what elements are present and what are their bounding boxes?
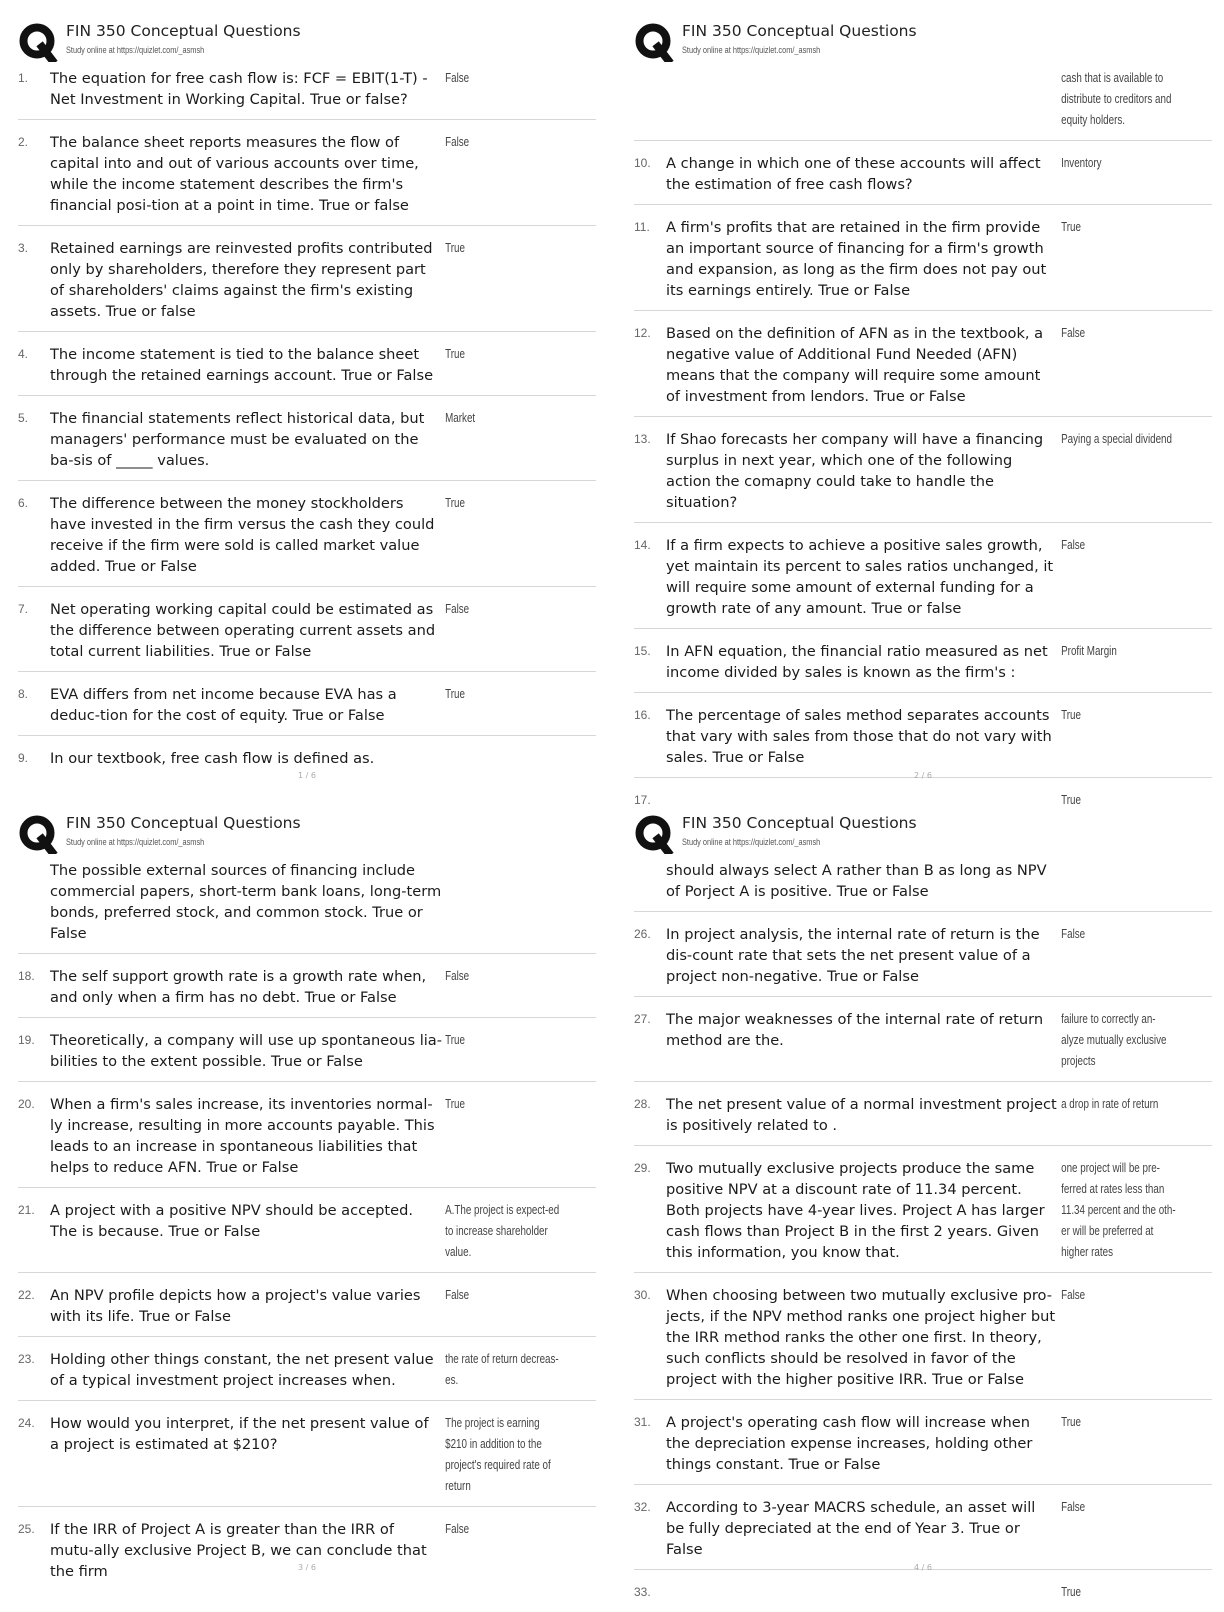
question-text: The major weaknesses of the internal rate of return method are the. xyxy=(666,1011,1044,1049)
question-text: A firm's profits that are retained in the firm provide an important source of financing for a firm's growth and expansion, as long as the firm does not pay out its earnings entirely. True or False xyxy=(666,219,1047,299)
document-page xyxy=(18,18,596,788)
question-row xyxy=(18,487,596,587)
question-text: A project with a positive NPV should be accepted. The is because. True or False xyxy=(50,1202,414,1240)
question-row xyxy=(634,211,1212,311)
question-row xyxy=(18,1024,596,1082)
item-number: 14. xyxy=(634,538,651,552)
question-text: When choosing between two mutually exclusive pro-jects, if the NPV method ranks one project higher but the IRR method ranks the other one first. In theory, such conflicts should be resolved in favor of the project with the higher positive IRR. True or False xyxy=(666,1287,1056,1388)
page-header xyxy=(634,810,1212,854)
answer-text: False xyxy=(1061,1500,1086,1514)
item-number: 2. xyxy=(18,135,29,149)
question-text: Based on the definition of AFN as in the textbook, a negative value of Additional Fund Needed (AFN) means that the company will require some amount of investment from lendors. True or False xyxy=(666,325,1044,405)
question-text: The financial statements reflect historical data, but managers' performance must be evaluated on the ba-sis of _____ values. xyxy=(50,410,425,469)
question-text: EVA differs from net income because EVA has a deduc-tion for the cost of equity. True or False xyxy=(50,686,397,724)
question-row xyxy=(18,593,596,672)
answer-text: False xyxy=(1061,538,1086,552)
question-row xyxy=(634,1491,1212,1570)
document-page xyxy=(18,810,596,1580)
question-row xyxy=(634,918,1212,997)
item-number: 24. xyxy=(18,1416,35,1430)
question-text: The equation for free cash flow is: FCF = EBIT(1-T) - Net Investment in Working Capital. True or false? xyxy=(50,70,428,108)
question-text: Theoretically, a company will use up spontaneous lia-bilities to the extent possible. True or False xyxy=(50,1032,443,1070)
answer-text: False xyxy=(1061,927,1086,941)
answer-text: Market xyxy=(445,411,476,425)
item-number: 20. xyxy=(18,1097,35,1111)
item-number: 12. xyxy=(634,326,651,340)
answer-text: True xyxy=(1061,220,1081,234)
answer-text: False xyxy=(1061,1288,1086,1302)
question-text: In project analysis, the internal rate of return is the dis-count rate that sets the net present value of a project non-negative. True or False xyxy=(666,926,1040,985)
item-number: 29. xyxy=(634,1161,651,1175)
question-row xyxy=(18,678,596,736)
answer-text xyxy=(442,748,562,769)
continued-item xyxy=(634,854,1212,912)
question-row xyxy=(18,960,596,1018)
page-header xyxy=(18,18,596,62)
document-page xyxy=(634,18,1212,807)
question-row xyxy=(18,1407,596,1507)
answer-text: True xyxy=(1061,708,1081,722)
page-subtitle: Study online at https://quizlet.com/_asmsh xyxy=(66,45,205,55)
question-row xyxy=(634,1279,1212,1400)
page-subtitle: Study online at https://quizlet.com/_asmsh xyxy=(682,45,821,55)
answer-text: True xyxy=(445,496,465,510)
item-number: 32. xyxy=(634,1500,651,1514)
item-number: 17. xyxy=(634,793,651,807)
answer-text: True xyxy=(1061,1415,1081,1429)
question-text: The self support growth rate is a growth rate when, and only when a firm has no debt. True or False xyxy=(50,968,427,1006)
quizlet-logo-icon xyxy=(18,22,58,62)
item-number: 19. xyxy=(18,1033,35,1047)
question-text: The percentage of sales method separates accounts that vary with sales from those that do not vary with sales. True or False xyxy=(666,707,1052,766)
question-text: When a firm's sales increase, its inventories normal-ly increase, resulting in more accounts payable. This leads to an increase in spontaneous liabilities that helps to reduce AFN. True or False xyxy=(50,1096,435,1176)
answer-text: True xyxy=(445,687,465,701)
answer-text: True xyxy=(445,347,465,361)
document-page xyxy=(634,810,1212,1599)
answer-text: True xyxy=(1061,1585,1081,1599)
answer-text: True xyxy=(445,1033,465,1047)
item-number: 33. xyxy=(634,1585,651,1599)
question-text: Retained earnings are reinvested profits contributed only by shareholders, therefore they represent part of shareholders' claims against the firm's existing assets. True or false xyxy=(50,240,433,320)
question-row xyxy=(634,1003,1212,1082)
question-text: If Shao forecasts her company will have a financing surplus in next year, which one of the following action the comapny could take to handle the situation? xyxy=(666,431,1044,511)
answer-text: Paying a special dividend xyxy=(1061,432,1172,446)
question-row xyxy=(18,62,596,120)
page-number: 3 / 6 xyxy=(298,1563,316,1572)
question-row xyxy=(634,635,1212,693)
item-number: 26. xyxy=(634,927,651,941)
item-number: 8. xyxy=(18,687,29,701)
answer-text: False xyxy=(445,969,470,983)
question-text: If the IRR of Project A is greater than the IRR of mutu-ally exclusive Project B, we can conclude that the firm xyxy=(50,1521,427,1580)
quizlet-logo-icon xyxy=(634,814,674,854)
answer-text: cash that is available to distribute to creditors and equity holders. xyxy=(1061,71,1172,127)
question-row xyxy=(634,699,1212,778)
question-list xyxy=(18,854,596,1591)
item-number: 27. xyxy=(634,1012,651,1026)
question-text: According to 3-year MACRS schedule, an asset will be fully depreciated at the end of Year 3. True or False xyxy=(666,1499,1036,1558)
item-number: 5. xyxy=(18,411,29,425)
question-list xyxy=(634,854,1212,1612)
question-row xyxy=(634,1576,1212,1612)
answer-text: A.The project is expect-ed to increase shareholder value. xyxy=(445,1203,560,1259)
question-text: The net present value of a normal investment project is positively related to . xyxy=(666,1096,1057,1134)
answer-text: Inventory xyxy=(1061,156,1102,170)
answer-text: a drop in rate of return xyxy=(1061,1097,1159,1111)
question-row xyxy=(18,402,596,481)
item-number: 28. xyxy=(634,1097,651,1111)
question-text: In AFN equation, the financial ratio measured as net income divided by sales is known as the firm's : xyxy=(666,643,1048,681)
item-number: 30. xyxy=(634,1288,651,1302)
question-row xyxy=(18,232,596,332)
answer-text xyxy=(1058,860,1178,902)
item-number: 4. xyxy=(18,347,29,361)
page-subtitle: Study online at https://quizlet.com/_asmsh xyxy=(66,837,205,847)
page-number: 2 / 6 xyxy=(914,771,932,780)
page-header xyxy=(18,810,596,854)
question-row xyxy=(634,1088,1212,1146)
question-row xyxy=(634,1406,1212,1485)
item-number: 3. xyxy=(18,241,29,255)
question-row xyxy=(18,1088,596,1188)
quizlet-logo-icon xyxy=(18,814,58,854)
answer-text: one project will be pre-ferred at rates less than 11.34 percent and the oth-er will be preferred at higher rates xyxy=(1061,1161,1176,1259)
answer-text: True xyxy=(445,241,465,255)
item-number: 25. xyxy=(18,1522,35,1536)
question-text: If a firm expects to achieve a positive sales growth, yet maintain its percent to sales ratios unchanged, it will require some amount of external funding for a growth rate of any amount. True or false xyxy=(666,537,1054,617)
question-row xyxy=(18,338,596,396)
page-number: 1 / 6 xyxy=(298,771,316,780)
item-number: 22. xyxy=(18,1288,35,1302)
answer-text: False xyxy=(445,1522,470,1536)
continued-item xyxy=(634,62,1212,141)
answer-text: the rate of return decreas-es. xyxy=(445,1352,559,1387)
item-number xyxy=(634,860,666,902)
question-text xyxy=(666,790,1058,811)
question-text: The income statement is tied to the balance sheet through the retained earnings account. True or False xyxy=(50,346,434,384)
question-text: The difference between the money stockholders have invested in the firm versus the cash they could receive if the firm were sold is called market value added. True or False xyxy=(50,495,435,575)
item-number: 10. xyxy=(634,156,651,170)
question-row xyxy=(18,1279,596,1337)
answer-text: False xyxy=(1061,326,1086,340)
question-text: An NPV profile depicts how a project's value varies with its life. True or False xyxy=(50,1287,421,1325)
answer-text: True xyxy=(1061,793,1081,807)
page-subtitle: Study online at https://quizlet.com/_asmsh xyxy=(682,837,821,847)
question-text: The balance sheet reports measures the flow of capital into and out of various accounts over time, while the income statement describes the firm's financial posi-tion at a point in time. True or false xyxy=(50,134,419,214)
question-text: A change in which one of these accounts will affect the estimation of free cash flows? xyxy=(666,155,1041,193)
question-row xyxy=(18,1343,596,1401)
answer-text: failure to correctly an-alyze mutually exclusive projects xyxy=(1061,1012,1167,1068)
item-number: 23. xyxy=(18,1352,35,1366)
item-number: 31. xyxy=(634,1415,651,1429)
answer-text: False xyxy=(445,135,470,149)
answer-text: False xyxy=(445,71,470,85)
question-text: The possible external sources of financing include commercial papers, short-term bank loans, long-term bonds, preferred stock, and common stock. True or False xyxy=(50,862,442,942)
page-header xyxy=(634,18,1212,62)
answer-text: False xyxy=(445,602,470,616)
question-row xyxy=(634,529,1212,629)
continued-item xyxy=(18,854,596,954)
item-number: 1. xyxy=(18,71,29,85)
question-row xyxy=(18,1194,596,1273)
question-text: How would you interpret, if the net present value of a project is estimated at $210? xyxy=(50,1415,429,1453)
answer-text xyxy=(442,860,562,944)
page-title: FIN 350 Conceptual Questions xyxy=(682,814,917,832)
question-text xyxy=(666,1582,1058,1603)
page-title: FIN 350 Conceptual Questions xyxy=(66,814,301,832)
item-number: 15. xyxy=(634,644,651,658)
question-text: Two mutually exclusive projects produce the same positive NPV at a discount rate of 11.34 percent. Both projects have 4-year lives. Project A has larger cash flows than Project B in the first 2 years. Given this information, you know that. xyxy=(666,1160,1045,1261)
answer-text: The project is earning $210 in addition to the project's required rate of return xyxy=(445,1416,551,1493)
question-text: should always select A rather than B as long as NPV of Porject A is positive. True or False xyxy=(666,862,1047,900)
question-row xyxy=(18,1513,596,1591)
question-row xyxy=(634,317,1212,417)
item-number xyxy=(634,68,666,131)
question-text: Holding other things constant, the net present value of a typical investment project increases when. xyxy=(50,1351,434,1389)
item-number: 6. xyxy=(18,496,29,510)
question-row xyxy=(634,147,1212,205)
question-row xyxy=(634,423,1212,523)
question-text: Net operating working capital could be estimated as the difference between operating current assets and total current liabilities. True or False xyxy=(50,601,436,660)
item-number: 18. xyxy=(18,969,35,983)
quizlet-logo-icon xyxy=(634,22,674,62)
page-number: 4 / 6 xyxy=(914,1563,932,1572)
item-number: 7. xyxy=(18,602,29,616)
item-number: 11. xyxy=(634,220,650,234)
question-text: A project's operating cash flow will increase when the depreciation expense increases, holding other things constant. True or False xyxy=(666,1414,1033,1473)
question-text: In our textbook, free cash flow is defined as. xyxy=(50,750,375,767)
item-number xyxy=(18,860,50,944)
item-number: 13. xyxy=(634,432,651,446)
answer-text: Profit Margin xyxy=(1061,644,1117,658)
question-row xyxy=(634,1152,1212,1273)
page-title: FIN 350 Conceptual Questions xyxy=(682,22,917,40)
item-number: 21. xyxy=(18,1203,35,1217)
question-list xyxy=(18,62,596,778)
question-list xyxy=(634,62,1212,820)
page-title: FIN 350 Conceptual Questions xyxy=(66,22,301,40)
answer-text: True xyxy=(445,1097,465,1111)
question-text xyxy=(666,68,1058,131)
answer-text: False xyxy=(445,1288,470,1302)
question-row xyxy=(18,126,596,226)
item-number: 16. xyxy=(634,708,651,722)
item-number: 9. xyxy=(18,751,29,765)
